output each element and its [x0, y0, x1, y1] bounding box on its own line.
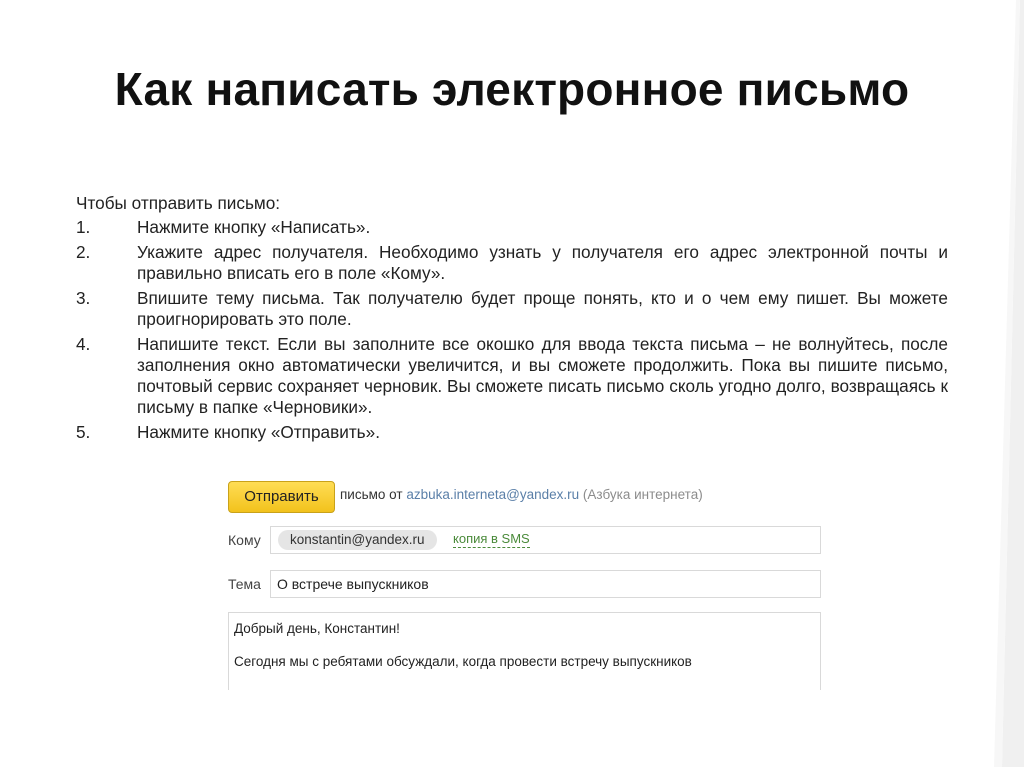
- subject-label: Тема: [228, 576, 261, 592]
- step-item: [76, 422, 948, 443]
- step-item: [76, 217, 948, 238]
- to-label: Кому: [228, 532, 261, 548]
- to-field[interactable]: [270, 526, 821, 554]
- step-text: Нажмите кнопку «Отправить».: [137, 422, 380, 442]
- step-item: [76, 288, 948, 330]
- instructions: [76, 193, 948, 447]
- recipient-chip[interactable]: konstantin@yandex.ru: [278, 530, 437, 550]
- body-line: Добрый день, Константин!: [234, 621, 400, 636]
- step-item: [76, 242, 948, 284]
- from-name: (Азбука интернета): [582, 487, 703, 502]
- slide-title: Как написать электронное письмо: [114, 63, 910, 115]
- step-number: 1.: [76, 217, 91, 237]
- instructions-intro: Чтобы отправить письмо:: [76, 193, 281, 213]
- step-item: [76, 334, 948, 418]
- from-email[interactable]: azbuka.interneta@yandex.ru: [406, 487, 580, 502]
- step-text: Нажмите кнопку «Написать».: [137, 217, 371, 237]
- message-body-field[interactable]: [228, 612, 821, 690]
- body-line: Сегодня мы с ребятами обсуждали, когда провести встречу выпускников: [234, 654, 692, 669]
- step-text: Укажите адрес получателя. Необходимо узнать у получателя его адрес электронной почты и правильно вписать его в поле «Кому».: [137, 242, 948, 283]
- email-compose-screenshot: [218, 470, 833, 690]
- step-number: 3.: [76, 288, 91, 308]
- step-text: Напишите текст. Если вы заполните все окошко для ввода текста письма – не волнуйтесь, после заполнения окно автоматически увеличится, и вы сможете продолжить. Пока вы пишите письмо, почтовый сервис сохраняет черновик. Вы сможете писать письмо сколь угодно долго, возвращаясь к письму в папке «Черновики».: [137, 334, 948, 417]
- from-label: письмо от: [340, 487, 403, 502]
- step-number: 5.: [76, 422, 91, 442]
- subject-field[interactable]: О встрече выпускников: [270, 570, 821, 598]
- sender-info: [340, 487, 703, 502]
- step-number: 4.: [76, 334, 91, 354]
- send-button[interactable]: Отправить: [228, 481, 335, 513]
- step-text: Впишите тему письма. Так получателю будет проще понять, кто и о чем ему пишет. Вы можете проигнорировать это поле.: [137, 288, 948, 329]
- step-number: 2.: [76, 242, 91, 262]
- sms-copy-link[interactable]: копия в SMS: [453, 531, 530, 546]
